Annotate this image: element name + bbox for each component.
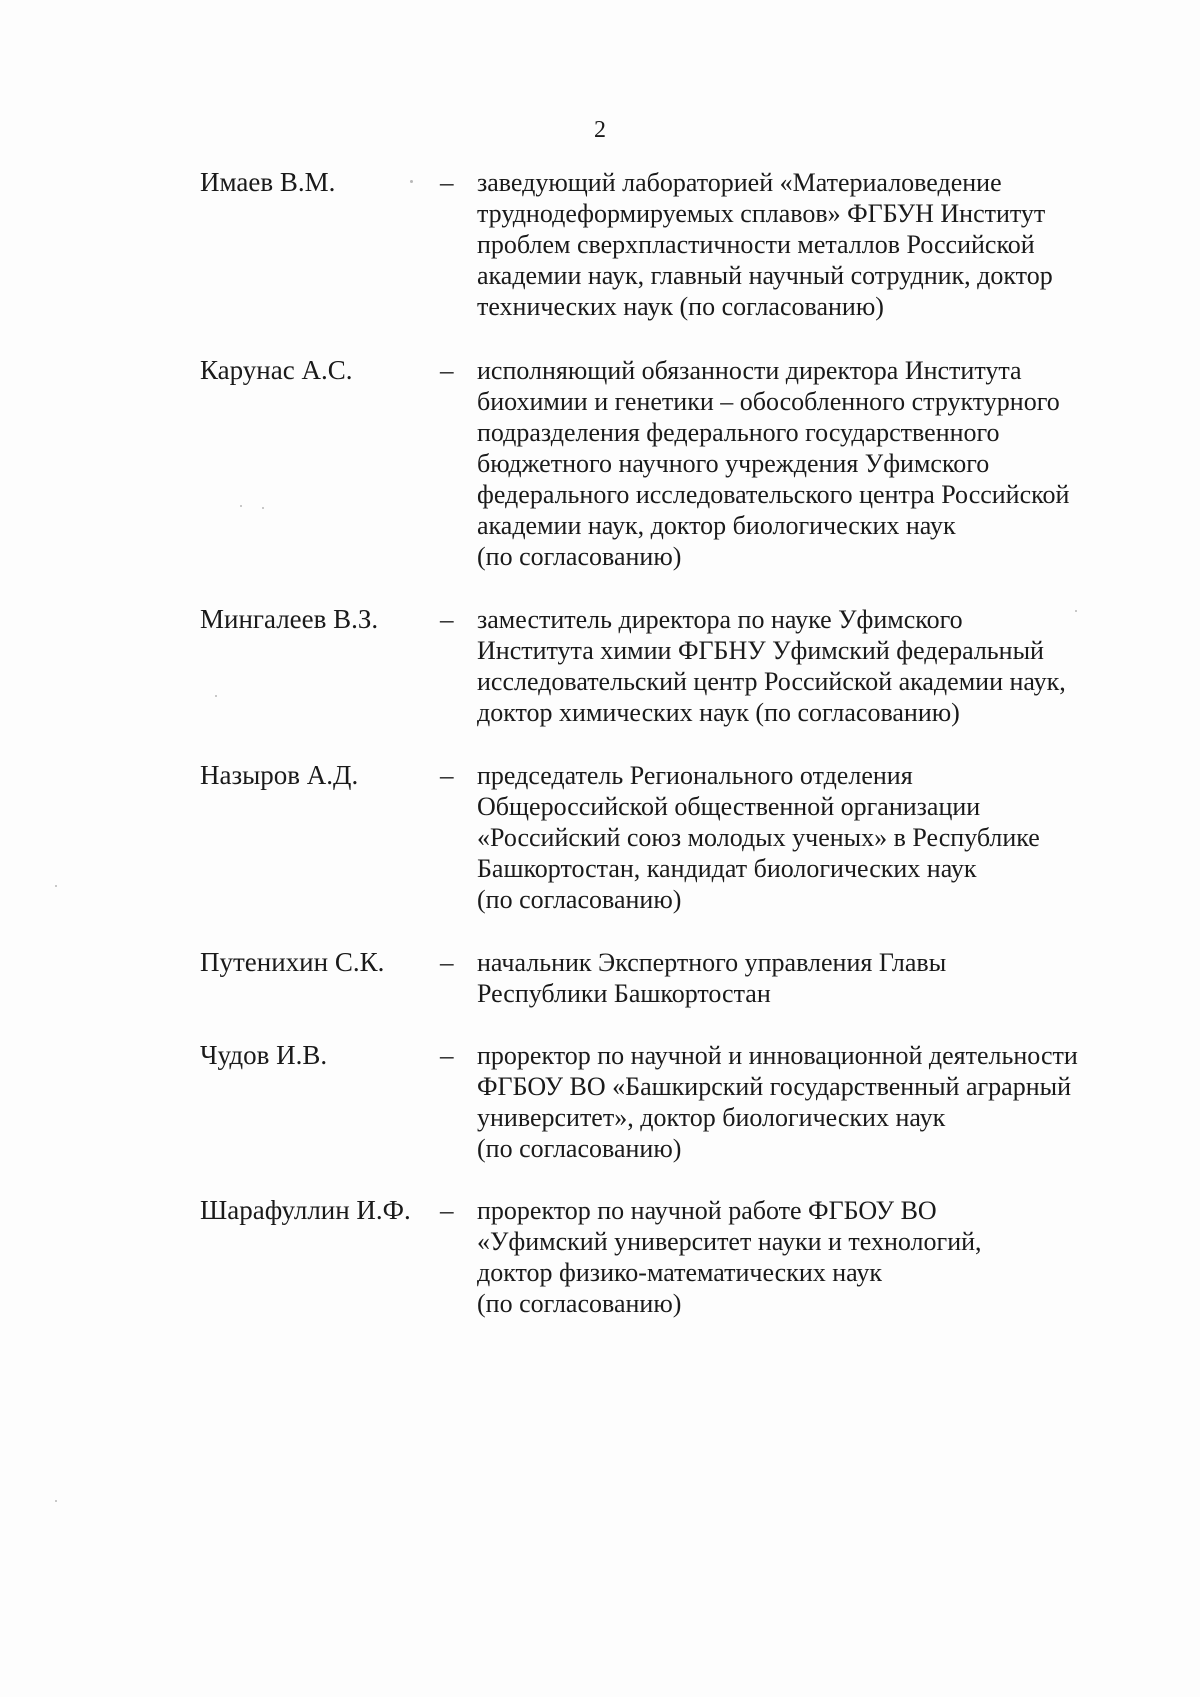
page-number: 2 <box>594 117 606 143</box>
description-line: (по согласованию) <box>477 542 682 571</box>
description-line: труднодеформируемых сплавов» ФГБУН Институт <box>477 199 1046 228</box>
member-description <box>477 947 1127 1009</box>
description-line: университет», доктор биологических наук <box>477 1103 946 1132</box>
description-line: ФГБОУ ВО «Башкирский государственный аграрный <box>477 1072 1072 1101</box>
member-name: Мингалеев В.З. <box>200 604 379 634</box>
scan-speck <box>55 885 57 887</box>
scan-speck <box>410 180 413 183</box>
description-line: федерального исследовательского центра Российской <box>477 480 1070 509</box>
description-line: проректор по научной и инновационной деятельности <box>477 1041 1078 1070</box>
description-line: (по согласованию) <box>477 1134 682 1163</box>
description-line: «Уфимский университет науки и технологий, <box>477 1227 982 1256</box>
member-dash: – <box>440 355 454 385</box>
member-dash: – <box>440 604 454 634</box>
scan-speck <box>55 1500 57 1502</box>
description-line: заместитель директора по науке Уфимского <box>477 605 963 634</box>
member-dash: – <box>440 1195 454 1225</box>
description-line: академии наук, доктор биологических наук <box>477 511 956 540</box>
description-line: проблем сверхпластичности металлов Российской <box>477 230 1035 259</box>
description-line: технических наук (по согласованию) <box>477 292 884 321</box>
member-name: Карунас А.С. <box>200 355 353 385</box>
description-line: Башкортостан, кандидат биологических наук <box>477 854 977 883</box>
description-line: председатель Регионального отделения <box>477 761 913 790</box>
scan-speck <box>1075 610 1077 612</box>
member-description <box>477 760 1127 915</box>
member-name: Назыров А.Д. <box>200 760 359 790</box>
description-line: (по согласованию) <box>477 885 682 914</box>
member-description <box>477 604 1127 728</box>
description-line: исполняющий обязанности директора Института <box>477 356 1022 385</box>
member-dash: – <box>440 1040 454 1070</box>
member-dash: – <box>440 947 454 977</box>
scan-speck <box>262 507 264 509</box>
description-line: исследовательский центр Российской академии наук, <box>477 667 1066 696</box>
description-line: академии наук, главный научный сотрудник, доктор <box>477 261 1053 290</box>
description-line: биохимии и генетики – обособленного структурного <box>477 387 1060 416</box>
description-line: Общероссийской общественной организации <box>477 792 981 821</box>
member-description <box>477 355 1127 572</box>
member-dash: – <box>440 760 454 790</box>
member-name: Имаев В.М. <box>200 167 336 197</box>
description-line: доктор химических наук (по согласованию) <box>477 698 960 727</box>
member-description <box>477 167 1127 322</box>
scan-speck <box>240 505 242 507</box>
description-line: бюджетного научного учреждения Уфимского <box>477 449 990 478</box>
description-line: Института химии ФГБНУ Уфимский федеральный <box>477 636 1044 665</box>
member-dash: – <box>440 167 454 197</box>
member-description <box>477 1195 1127 1319</box>
scan-speck <box>215 695 217 697</box>
description-line: заведующий лабораторией «Материаловедение <box>477 168 1002 197</box>
description-line: «Российский союз молодых ученых» в Республике <box>477 823 1040 852</box>
member-name: Чудов И.В. <box>200 1040 328 1070</box>
description-line: Республики Башкортостан <box>477 979 771 1008</box>
description-line: подразделения федерального государственного <box>477 418 1000 447</box>
member-name: Путенихин С.К. <box>200 947 385 977</box>
description-line: доктор физико-математических наук <box>477 1258 883 1287</box>
description-line: проректор по научной работе ФГБОУ ВО <box>477 1196 937 1225</box>
description-line: (по согласованию) <box>477 1289 682 1318</box>
member-name: Шарафуллин И.Ф. <box>200 1195 411 1225</box>
description-line: начальник Экспертного управления Главы <box>477 948 947 977</box>
member-description <box>477 1040 1127 1164</box>
